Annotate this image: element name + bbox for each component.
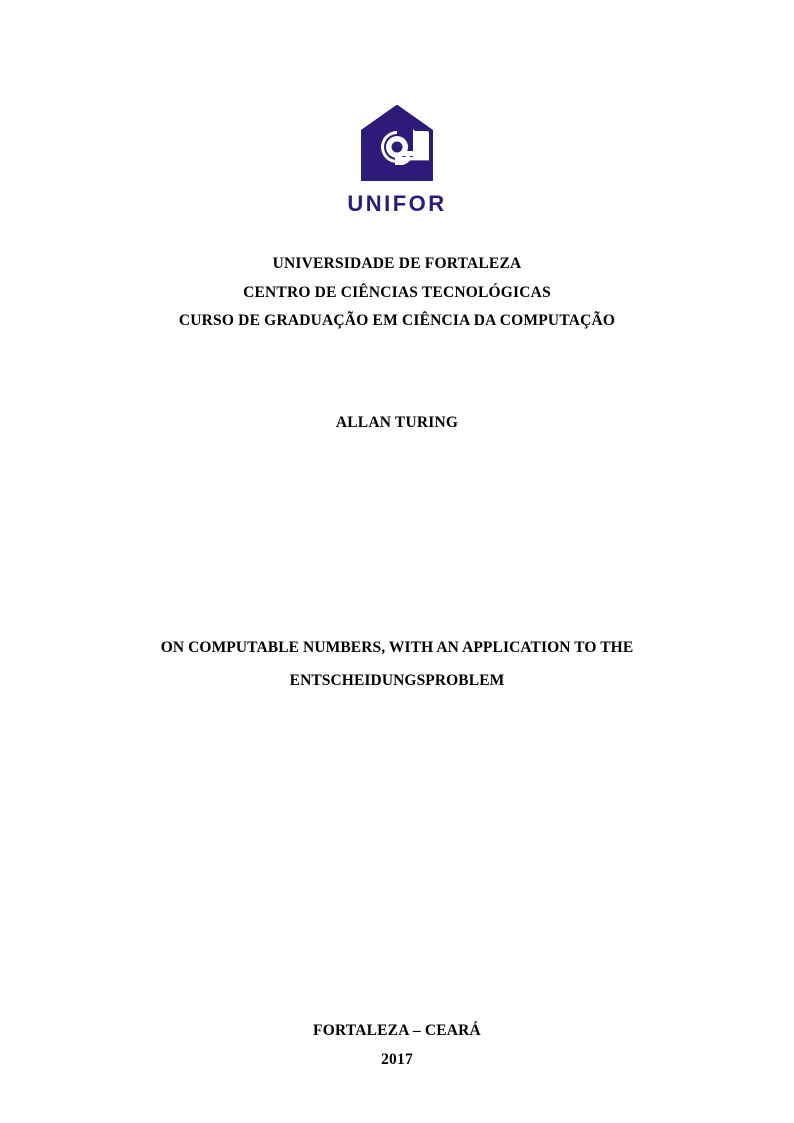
unifor-logo-icon: [361, 105, 433, 185]
institution-line-center: CENTRO DE CIÊNCIAS TECNOLÓGICAS: [243, 283, 551, 301]
footer-year: 2017: [381, 1051, 413, 1068]
page-footer: [90, 1016, 704, 1074]
footer-place: FORTALEZA – CEARÁ: [313, 1022, 481, 1039]
institution-heading: [90, 250, 704, 336]
author-name: ALLAN TURING: [335, 414, 459, 431]
institution-line-university: UNIVERSIDADE DE FORTALEZA: [272, 255, 522, 272]
logo-wordmark: UNIFOR: [347, 191, 447, 216]
document-title: [130, 631, 664, 697]
logo-block: [0, 105, 794, 217]
document-title-line-1: ON COMPUTABLE NUMBERS, WITH AN APPLICATION TO THE: [160, 639, 634, 656]
institution-line-course: CURSO DE GRADUAÇÃO EM CIÊNCIA DA COMPUTAÇÃO: [178, 312, 616, 329]
document-title-line-2: ENTSCHEIDUNGSPROBLEM: [289, 672, 505, 689]
